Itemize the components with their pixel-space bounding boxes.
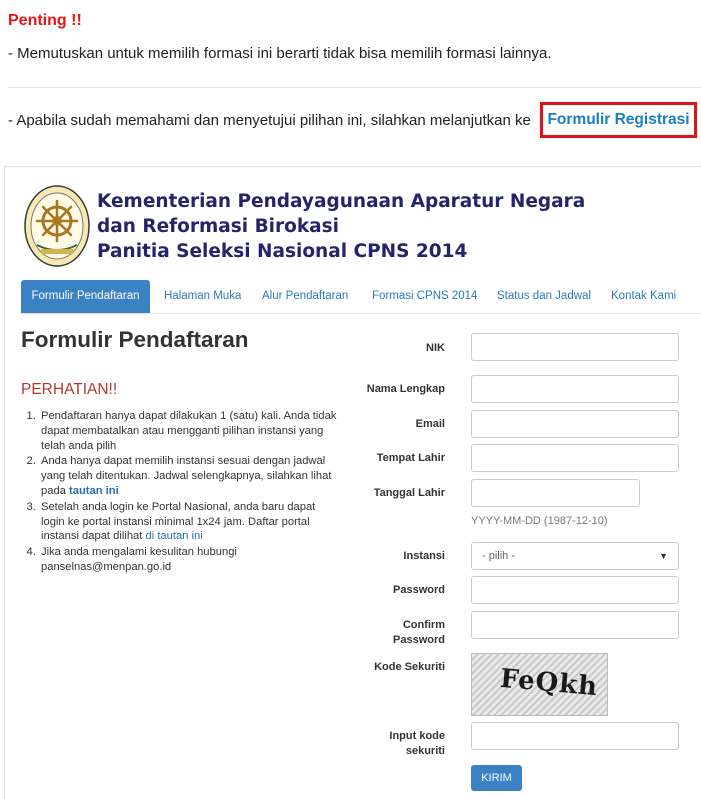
tanggal-lahir-label: Tanggal Lahir: [373, 487, 445, 499]
rule-2-text: Anda hanya dapat memilih instansi sesuai dengan jadwal yang telah ditentukan. Jadwal selengkapnya, silahkan lihat pada: [41, 455, 332, 497]
instansi-selected-value: - pilih -: [482, 550, 516, 562]
tab-alur-pendaftaran[interactable]: Alur Pendaftaran: [262, 290, 349, 302]
site-header-title: [97, 189, 585, 264]
formulir-registrasi-link[interactable]: Formulir Registrasi: [540, 102, 697, 138]
email-label: Email: [415, 418, 445, 430]
rule-item: [39, 545, 341, 575]
kirim-button[interactable]: KIRIM: [471, 765, 522, 791]
notice-line-2: - Apabila sudah memahami dan menyetujui pilihan ini, silahkan melanjutkan ke: [8, 112, 531, 129]
instansi-label: Instansi: [403, 550, 445, 562]
rule-item: [39, 500, 341, 544]
header-line-1: Kementerian Pendayagunaan Aparatur Negara: [97, 191, 586, 212]
main-nav: [21, 280, 701, 314]
rule-item: [39, 454, 341, 498]
input-kode-label-line-1: Input kode: [389, 730, 445, 742]
input-kode-sekuriti-input[interactable]: [471, 722, 679, 750]
notice-line-1: - Memutuskan untuk memilih formasi ini berarti tidak bisa memilih formasi lainnya.: [8, 45, 552, 62]
confirm-password-label: [345, 618, 445, 648]
confirm-label-line-1: Confirm: [402, 619, 445, 631]
dropdown-caret-icon: ▼: [659, 551, 668, 561]
notice-divider: [8, 87, 701, 88]
nik-input[interactable]: [471, 333, 679, 361]
header-line-2: dan Reformasi Birokasi: [97, 216, 339, 237]
tanggal-lahir-format-hint: YYYY-MM-DD (1987-12-10): [471, 515, 608, 527]
tempat-lahir-input[interactable]: [471, 444, 679, 472]
tab-formasi-cpns[interactable]: Formasi CPNS 2014: [372, 290, 478, 302]
page-title: Formulir Pendaftaran: [21, 327, 249, 352]
tab-kontak-kami[interactable]: Kontak Kami: [611, 290, 677, 302]
rule-item: [39, 409, 341, 453]
nama-lengkap-label: Nama Lengkap: [366, 383, 445, 395]
confirm-label-line-2: Password: [393, 634, 445, 646]
rules-list: [21, 409, 341, 576]
kode-sekuriti-label: Kode Sekuriti: [374, 661, 445, 673]
tempat-lahir-label: Tempat Lahir: [376, 452, 445, 464]
input-kode-sekuriti-label: [345, 729, 445, 759]
jadwal-tautan-link[interactable]: tautan ini: [69, 484, 119, 497]
password-input[interactable]: [471, 576, 679, 604]
input-kode-label-line-2: sekuriti: [405, 745, 445, 757]
nama-lengkap-input[interactable]: [471, 375, 679, 403]
tab-formulir-pendaftaran[interactable]: Formulir Pendaftaran: [21, 280, 150, 313]
portal-tautan-link[interactable]: di tautan ini: [145, 530, 203, 543]
nik-label: NIK: [426, 342, 445, 354]
password-label: Password: [393, 584, 445, 596]
kementerian-emblem-logo: [23, 183, 91, 269]
instansi-select[interactable]: [471, 542, 679, 570]
perhatian-heading: PERHATIAN!!: [21, 381, 118, 398]
registration-page-embed: [4, 166, 701, 799]
notice-section: [0, 0, 701, 160]
captcha-image: [471, 653, 608, 716]
captcha-text: FeQkh: [498, 663, 600, 703]
notice-heading: Penting !!: [8, 12, 82, 29]
confirm-password-input[interactable]: [471, 611, 679, 639]
tanggal-lahir-input[interactable]: [471, 479, 640, 507]
rule-1-text: Pendaftaran hanya dapat dilakukan 1 (satu) kali. Anda tidak dapat membatalkan atau mengganti pilihan instansi yang telah anda pilih: [41, 410, 337, 452]
rule-3-text: Setelah anda login ke Portal Nasional, anda baru dapat login ke portal instansi minimal 1x24 jam. Daftar portal instansi dapat dilihat: [41, 500, 316, 543]
tab-status-dan-jadwal[interactable]: Status dan Jadwal: [497, 290, 591, 302]
rule-4-text: Jika anda mengalami kesulitan hubungi panselnas@menpan.go.id: [41, 546, 237, 573]
tab-halaman-muka[interactable]: Halaman Muka: [164, 290, 242, 302]
header-line-3: Panitia Seleksi Nasional CPNS 2014: [97, 241, 468, 262]
email-input[interactable]: [471, 410, 679, 438]
